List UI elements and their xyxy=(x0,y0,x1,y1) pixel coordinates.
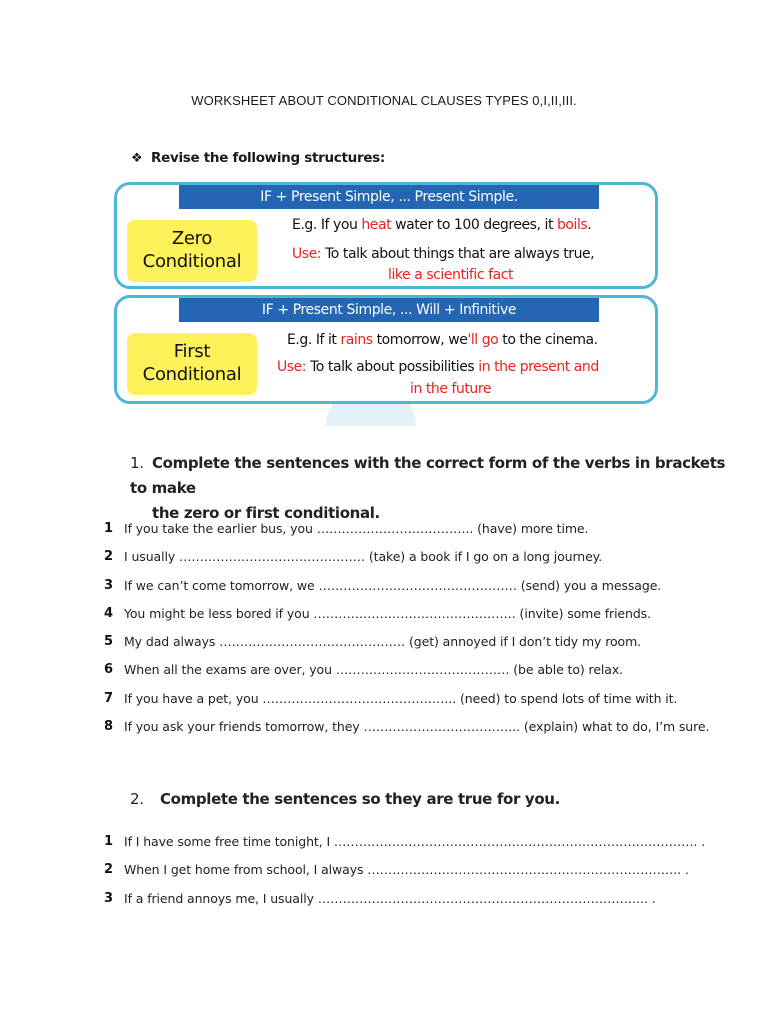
first-use xyxy=(277,359,599,375)
exercise2-heading xyxy=(130,790,560,808)
item-number: 6 xyxy=(104,662,113,678)
diamond-bullet-icon: ❖ xyxy=(131,151,143,166)
worksheet-title: WORKSHEET ABOUT CONDITIONAL CLAUSES TYPES 0,I,II,III. xyxy=(191,93,577,108)
item-text: You might be less bored if you …………………………………………. (invite) some friends. xyxy=(124,605,651,621)
zero-label-line1: Zero xyxy=(171,228,213,249)
exercise1-heading xyxy=(130,451,740,526)
item-text: If you have a pet, you ……………………………………….. (need) to spend lots of time with it. xyxy=(124,690,678,706)
first-use-text: To talk about possibilities xyxy=(306,359,479,375)
first-label-line1: First xyxy=(173,341,211,362)
zero-structure-bar: IF + Present Simple, ... Present Simple. xyxy=(179,185,599,209)
zero-conditional-label xyxy=(127,220,257,282)
item-number: 4 xyxy=(104,605,113,621)
exercise1-line2: the zero or first conditional. xyxy=(152,504,380,522)
item-number: 3 xyxy=(104,890,113,906)
item-number: 2 xyxy=(104,862,113,878)
item-text: If I have some free time tonight, I ……………………………………………………………………………. . xyxy=(124,834,706,849)
item-text: I usually ……………………………………… (take) a book if I go on a long journey. xyxy=(124,549,603,565)
zero-eg-highlight-boils: boils xyxy=(557,217,588,233)
zero-eg-e: . xyxy=(587,217,592,233)
first-eg-highlight-will-go: 'll go xyxy=(467,332,499,348)
zero-use-continuation: like a scientific fact xyxy=(388,267,513,283)
item-number: 8 xyxy=(104,719,113,735)
exercise2-number: 2. xyxy=(130,790,144,808)
zero-use xyxy=(292,246,594,262)
zero-eg-c: water to 100 degrees, it xyxy=(391,217,557,233)
first-use-label: Use: xyxy=(277,359,307,375)
first-conditional-label xyxy=(127,333,257,395)
item-text: If a friend annoys me, I usually …………………………………………………………………….. . xyxy=(124,890,656,906)
item-number: 1 xyxy=(104,834,113,849)
first-eg-a: E.g. If it xyxy=(287,332,341,348)
zero-eg-a: E.g. If you xyxy=(292,217,362,233)
zero-label-line2: Conditional xyxy=(142,251,242,272)
item-number: 1 xyxy=(104,521,113,536)
item-text: If you take the earlier bus, you ……………………………….. (have) more time. xyxy=(124,521,589,536)
exercise1-number: 1. xyxy=(130,454,144,472)
zero-conditional-card xyxy=(114,182,658,289)
revise-text: Revise the following structures: xyxy=(151,150,386,166)
item-number: 5 xyxy=(104,634,113,650)
first-eg-highlight-rains: rains xyxy=(340,332,373,348)
item-text: If we can’t come tomorrow, we ………………………………………… (send) you a message. xyxy=(124,577,662,593)
first-structure-bar: IF + Present Simple, ... Will + Infinitive xyxy=(179,298,599,322)
item-text: When I get home from school, I always …………………………………………………………………. . xyxy=(124,862,689,878)
first-eg-c: tomorrow, we xyxy=(372,332,468,348)
zero-example xyxy=(292,217,591,233)
item-number: 2 xyxy=(104,549,113,565)
first-use-continuation: in the future xyxy=(410,381,492,397)
first-use-highlight: in the present and xyxy=(478,359,599,375)
zero-use-text: To talk about things that are always true, xyxy=(321,246,595,262)
zero-use-label: Use: xyxy=(292,246,322,262)
item-text: My dad always ……………………………………… (get) annoyed if I don’t tidy my room. xyxy=(124,634,642,650)
item-text: When all the exams are over, you …………………………………… (be able to) relax. xyxy=(124,662,624,678)
revise-instruction xyxy=(131,150,385,166)
item-number: 3 xyxy=(104,577,113,593)
first-example xyxy=(287,332,598,348)
item-text: If you ask your friends tomorrow, they ……………………………….. (explain) what to do, I’m sure. xyxy=(124,719,710,735)
first-label-line2: Conditional xyxy=(142,364,242,385)
exercise1-line1: Complete the sentences with the correct form of the verbs in brackets to make xyxy=(130,454,726,497)
exercise2-text: Complete the sentences so they are true for you. xyxy=(160,790,560,808)
item-number: 7 xyxy=(104,690,113,706)
first-eg-e: to the cinema. xyxy=(498,332,598,348)
first-conditional-card xyxy=(114,295,658,404)
zero-eg-highlight-heat: heat xyxy=(361,217,392,233)
